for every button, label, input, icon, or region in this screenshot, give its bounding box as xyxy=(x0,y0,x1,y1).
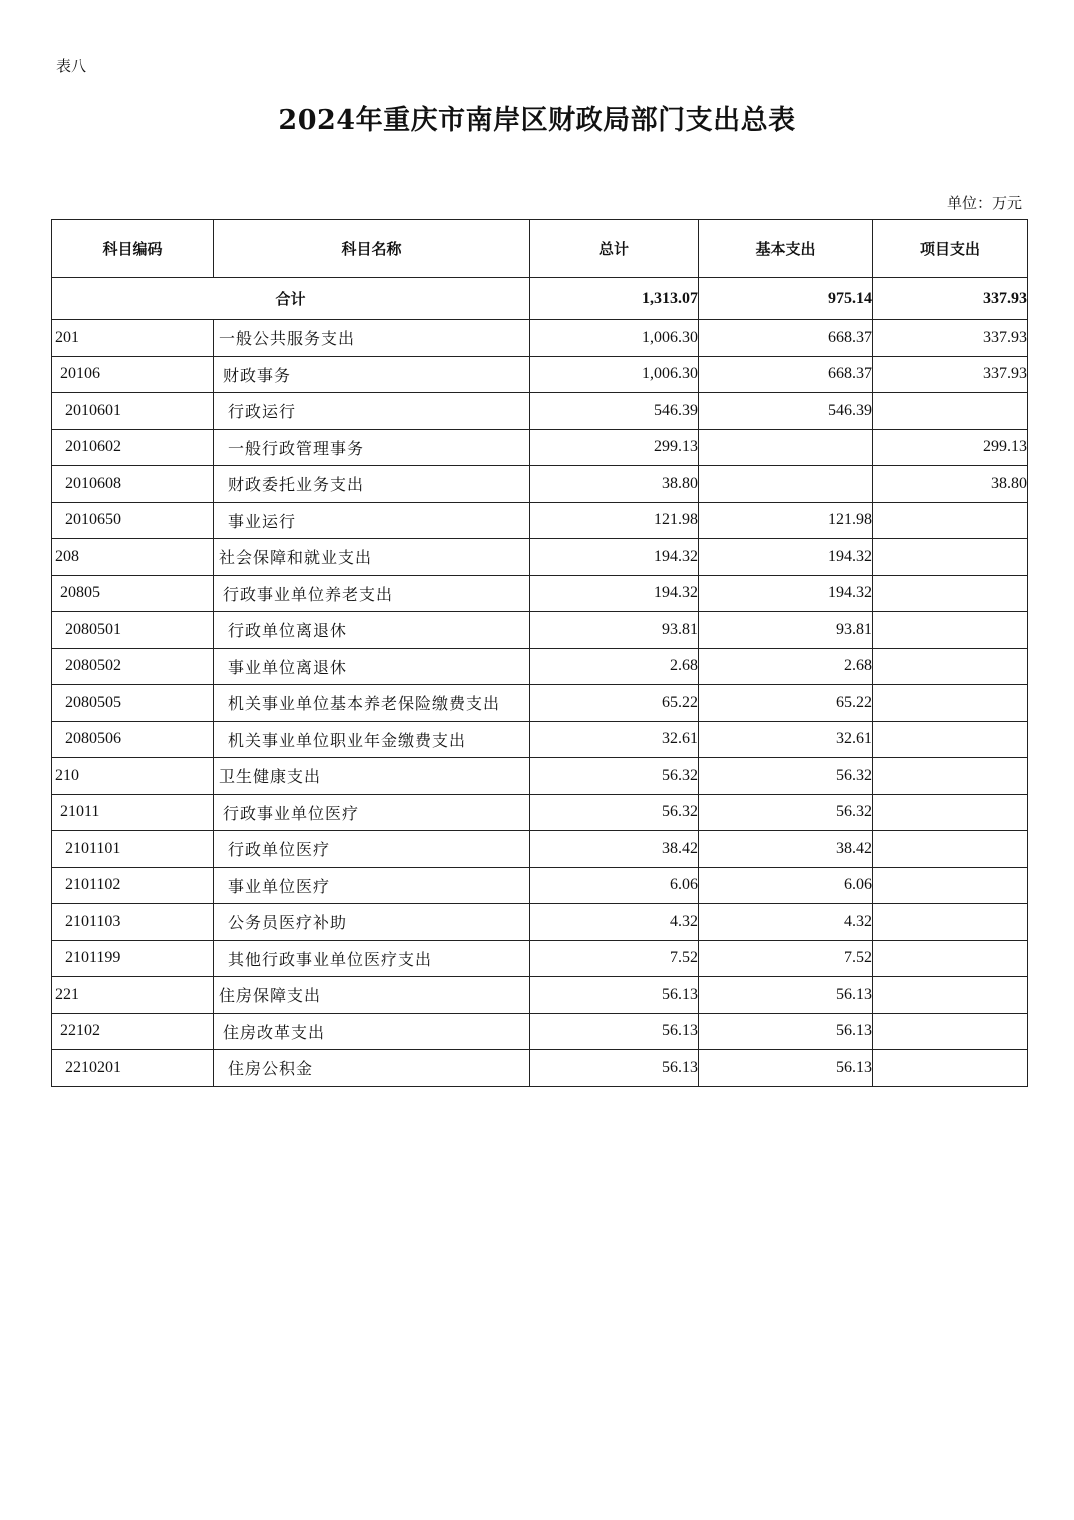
cell-basic: 121.98 xyxy=(699,502,873,539)
cell-basic: 56.13 xyxy=(699,1050,873,1087)
cell-total: 7.52 xyxy=(530,940,699,977)
cell-project xyxy=(873,721,1028,758)
table-row xyxy=(52,612,1028,649)
cell-code: 2210201 xyxy=(52,1050,214,1087)
cell-basic: 7.52 xyxy=(699,940,873,977)
cell-project xyxy=(873,612,1028,649)
cell-name: 事业单位离退休 xyxy=(214,648,530,685)
cell-total: 38.42 xyxy=(530,831,699,868)
table-row xyxy=(52,1013,1028,1050)
total-project: 337.93 xyxy=(873,278,1028,320)
cell-total: 546.39 xyxy=(530,393,699,430)
cell-total: 194.32 xyxy=(530,539,699,576)
cell-total: 56.13 xyxy=(530,977,699,1014)
table-row xyxy=(52,685,1028,722)
cell-code: 2080502 xyxy=(52,648,214,685)
cell-name: 一般公共服务支出 xyxy=(214,320,530,357)
cell-basic: 56.13 xyxy=(699,977,873,1014)
cell-code: 2080501 xyxy=(52,612,214,649)
cell-code: 208 xyxy=(52,539,214,576)
table-row xyxy=(52,502,1028,539)
cell-total: 6.06 xyxy=(530,867,699,904)
expenditure-table xyxy=(51,219,1028,1087)
cell-basic: 56.32 xyxy=(699,758,873,795)
cell-name: 其他行政事业单位医疗支出 xyxy=(214,940,530,977)
cell-code: 2101199 xyxy=(52,940,214,977)
cell-project xyxy=(873,1013,1028,1050)
cell-name: 公务员医疗补助 xyxy=(214,904,530,941)
page-label: 表八 xyxy=(56,57,87,75)
cell-basic xyxy=(699,466,873,503)
cell-total: 1,006.30 xyxy=(530,320,699,357)
table-row xyxy=(52,466,1028,503)
table-row xyxy=(52,539,1028,576)
cell-basic: 38.42 xyxy=(699,831,873,868)
page-title: 2024年重庆市南岸区财政局部门支出总表 xyxy=(278,105,796,136)
cell-total: 32.61 xyxy=(530,721,699,758)
cell-total: 4.32 xyxy=(530,904,699,941)
cell-basic: 4.32 xyxy=(699,904,873,941)
table-row xyxy=(52,940,1028,977)
cell-total: 1,006.30 xyxy=(530,356,699,393)
cell-name: 住房改革支出 xyxy=(214,1013,530,1050)
table-header-row xyxy=(52,220,1028,278)
cell-name: 机关事业单位职业年金缴费支出 xyxy=(214,721,530,758)
cell-project xyxy=(873,502,1028,539)
table-row xyxy=(52,831,1028,868)
cell-project: 299.13 xyxy=(873,429,1028,466)
cell-basic: 2.68 xyxy=(699,648,873,685)
cell-total: 56.32 xyxy=(530,794,699,831)
cell-name: 一般行政管理事务 xyxy=(214,429,530,466)
header-total: 总计 xyxy=(530,220,699,278)
cell-code: 2101101 xyxy=(52,831,214,868)
cell-code: 22102 xyxy=(52,1013,214,1050)
table-row xyxy=(52,648,1028,685)
cell-basic: 668.37 xyxy=(699,356,873,393)
cell-name: 行政单位离退休 xyxy=(214,612,530,649)
cell-basic: 194.32 xyxy=(699,539,873,576)
cell-total: 299.13 xyxy=(530,429,699,466)
cell-name: 财政事务 xyxy=(214,356,530,393)
cell-code: 2080506 xyxy=(52,721,214,758)
table-row xyxy=(52,758,1028,795)
total-label: 合计 xyxy=(52,278,530,320)
cell-project xyxy=(873,867,1028,904)
cell-project xyxy=(873,685,1028,722)
cell-basic xyxy=(699,429,873,466)
cell-project: 337.93 xyxy=(873,356,1028,393)
cell-basic: 32.61 xyxy=(699,721,873,758)
cell-total: 2.68 xyxy=(530,648,699,685)
cell-project: 38.80 xyxy=(873,466,1028,503)
cell-name: 机关事业单位基本养老保险缴费支出 xyxy=(214,685,530,722)
cell-name: 行政事业单位养老支出 xyxy=(214,575,530,612)
cell-name: 事业运行 xyxy=(214,502,530,539)
cell-code: 2080505 xyxy=(52,685,214,722)
total-basic: 975.14 xyxy=(699,278,873,320)
cell-name: 住房公积金 xyxy=(214,1050,530,1087)
cell-code: 20106 xyxy=(52,356,214,393)
cell-total: 56.13 xyxy=(530,1050,699,1087)
cell-total: 121.98 xyxy=(530,502,699,539)
cell-name: 社会保障和就业支出 xyxy=(214,539,530,576)
cell-project xyxy=(873,1050,1028,1087)
cell-name: 卫生健康支出 xyxy=(214,758,530,795)
header-basic: 基本支出 xyxy=(699,220,873,278)
cell-basic: 6.06 xyxy=(699,867,873,904)
total-row xyxy=(52,278,1028,320)
cell-project xyxy=(873,648,1028,685)
cell-basic: 56.32 xyxy=(699,794,873,831)
cell-project: 337.93 xyxy=(873,320,1028,357)
cell-name: 行政单位医疗 xyxy=(214,831,530,868)
table-row xyxy=(52,356,1028,393)
table-row xyxy=(52,1050,1028,1087)
cell-project xyxy=(873,977,1028,1014)
cell-project xyxy=(873,940,1028,977)
cell-code: 2010608 xyxy=(52,466,214,503)
cell-name: 住房保障支出 xyxy=(214,977,530,1014)
cell-total: 56.13 xyxy=(530,1013,699,1050)
cell-basic: 65.22 xyxy=(699,685,873,722)
table-row xyxy=(52,429,1028,466)
table-row xyxy=(52,320,1028,357)
unit-label: 单位：万元 xyxy=(946,194,1022,212)
cell-total: 194.32 xyxy=(530,575,699,612)
cell-basic: 56.13 xyxy=(699,1013,873,1050)
cell-code: 2010650 xyxy=(52,502,214,539)
table-row xyxy=(52,721,1028,758)
cell-name: 财政委托业务支出 xyxy=(214,466,530,503)
table-row xyxy=(52,575,1028,612)
cell-code: 210 xyxy=(52,758,214,795)
cell-project xyxy=(873,831,1028,868)
table-row xyxy=(52,794,1028,831)
cell-code: 221 xyxy=(52,977,214,1014)
cell-code: 201 xyxy=(52,320,214,357)
cell-total: 38.80 xyxy=(530,466,699,503)
cell-code: 2101102 xyxy=(52,867,214,904)
cell-code: 2101103 xyxy=(52,904,214,941)
cell-basic: 546.39 xyxy=(699,393,873,430)
cell-project xyxy=(873,758,1028,795)
cell-code: 2010601 xyxy=(52,393,214,430)
cell-basic: 93.81 xyxy=(699,612,873,649)
header-code: 科目编码 xyxy=(52,220,214,278)
cell-basic: 668.37 xyxy=(699,320,873,357)
cell-total: 65.22 xyxy=(530,685,699,722)
cell-project xyxy=(873,393,1028,430)
cell-total: 56.32 xyxy=(530,758,699,795)
cell-project xyxy=(873,539,1028,576)
cell-project xyxy=(873,794,1028,831)
cell-project xyxy=(873,904,1028,941)
cell-name: 行政事业单位医疗 xyxy=(214,794,530,831)
cell-code: 20805 xyxy=(52,575,214,612)
cell-total: 93.81 xyxy=(530,612,699,649)
cell-name: 事业单位医疗 xyxy=(214,867,530,904)
cell-project xyxy=(873,575,1028,612)
table-row xyxy=(52,393,1028,430)
cell-basic: 194.32 xyxy=(699,575,873,612)
header-name: 科目名称 xyxy=(214,220,530,278)
table-row xyxy=(52,977,1028,1014)
cell-code: 21011 xyxy=(52,794,214,831)
header-project: 项目支出 xyxy=(873,220,1028,278)
cell-name: 行政运行 xyxy=(214,393,530,430)
table-row xyxy=(52,867,1028,904)
cell-code: 2010602 xyxy=(52,429,214,466)
table-row xyxy=(52,904,1028,941)
total-sum: 1,313.07 xyxy=(530,278,699,320)
